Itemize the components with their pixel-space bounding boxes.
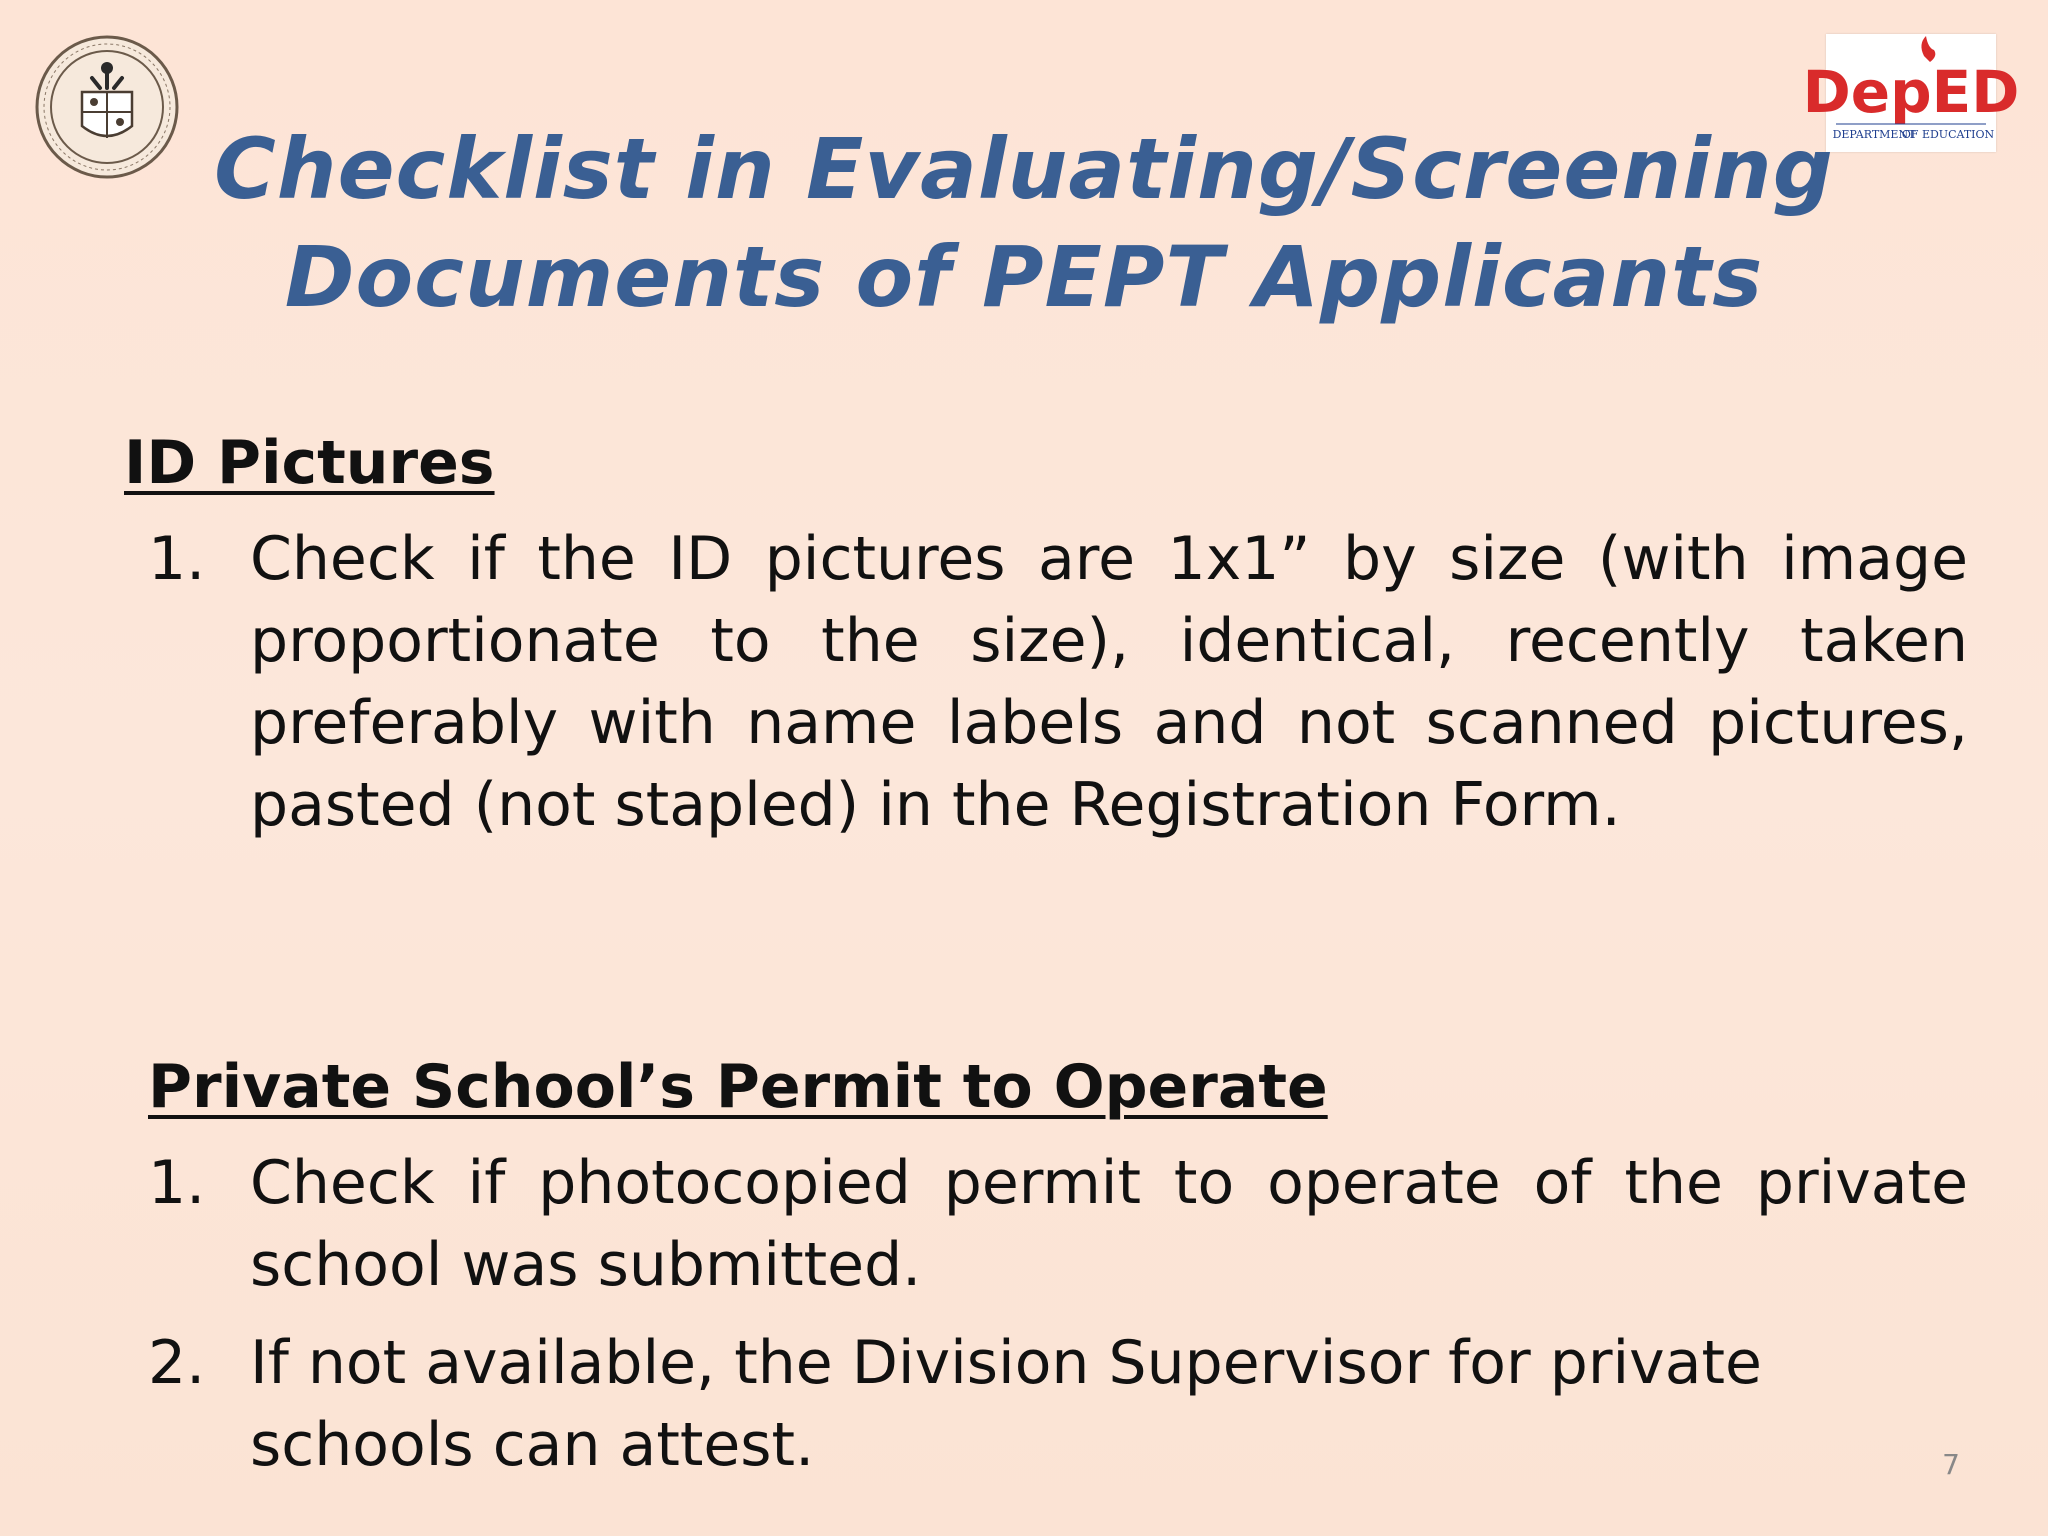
list-item-text: If not available, the Division Supervisor for private schools can attest.: [250, 1328, 1762, 1480]
slide-title: [0, 115, 2048, 331]
list-item: [148, 1322, 1968, 1492]
list-item-text: Check if photocopied permit to operate of the private school was submitted.: [250, 1148, 1968, 1300]
list-item-text: Check if the ID pictures are 1x1” by size (with image proportionate to the size), identical, recently taken preferably with name labels and not scanned pictures, pasted (not stapled) in the Registration Form.: [250, 524, 1968, 840]
slide-title-line-2: Documents of PEPT Applicants: [284, 228, 1764, 326]
list-item-number: 1.: [148, 524, 206, 594]
slide-title-line-1: Checklist in Evaluating/Screening: [214, 120, 1834, 218]
deped-sub-right: OF EDUCATION: [1901, 128, 1995, 141]
deped-wordmark: DepED: [1802, 58, 2020, 126]
page-number: 7: [1942, 1448, 1960, 1481]
list-item-number: 1.: [148, 1148, 206, 1218]
deped-sub-left: DEPARTMENT: [1832, 128, 1916, 141]
section-heading-permit-to-operate: Private School’s Permit to Operate: [148, 1052, 1328, 1122]
list-item: [148, 518, 1968, 938]
list-item-number: 2.: [148, 1328, 206, 1398]
section-heading-id-pictures: ID Pictures: [124, 428, 495, 498]
list-item: [148, 1142, 1968, 1312]
